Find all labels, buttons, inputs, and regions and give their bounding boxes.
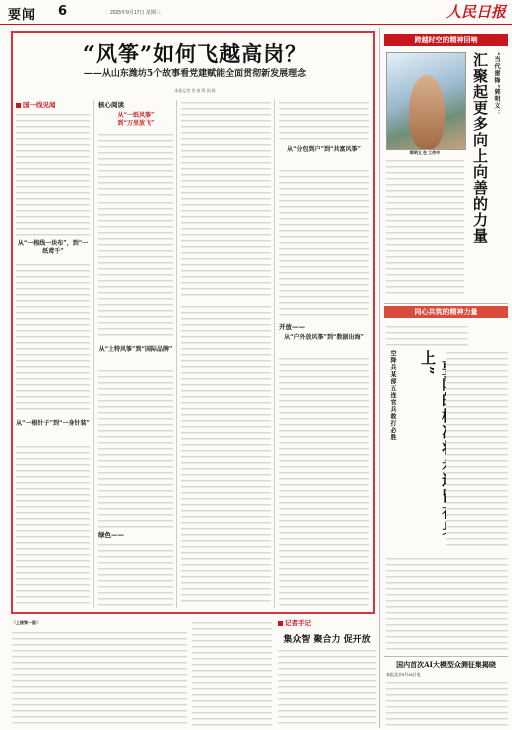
column-divider [274,100,275,608]
body-text-block [279,356,369,606]
section-name: 要闻 [8,8,37,23]
pull-quote: 从“土特风筝”到“国际品牌” [98,346,173,353]
column-heading: 国一线见闻 [16,100,56,109]
date-line: 2025年9月17日 星期三 [110,10,161,16]
body-text-block [98,368,173,528]
page-header [0,0,512,26]
body-text-block [386,680,508,726]
masthead-logo: 人民日报 [446,3,507,21]
body-text-block [386,556,508,652]
person-figure [409,75,445,149]
body-text-block [98,132,173,196]
column-heading: 绿色—— [98,531,124,539]
pull-quote: 从“一纸风筝” 到“万里放飞” [117,112,155,127]
body-text-block [278,648,376,726]
sidebar-banner: 同心共筑的精神力量 [384,306,508,318]
sidebar-subtitle: 空降兵某部五连官兵敢打必胜 [389,350,396,441]
pull-quote: 从“一根针子”到“一身针装” [16,420,90,427]
body-text-block [16,112,90,236]
photo-caption: 郭明义 在 工作中 [409,150,441,155]
column-divider [93,100,94,608]
column-divider [176,100,177,608]
header-rule [0,24,512,25]
body-text-block [279,100,369,140]
column-heading: 开放—— [279,323,305,331]
section-marker-icon [16,103,21,108]
body-text-block [386,158,464,298]
feature-byline: 本报记者 肖 家 鸣 国 栋 [174,88,216,93]
news-dateline: 本报北京9月16日电 [386,672,421,677]
sidebar-divider [384,303,508,304]
news-headline: 国内首次AI大模型众测征集揭晓 [396,660,496,669]
continued-label: （上接第一版） [12,620,40,625]
body-text-block [181,304,271,604]
section-marker-icon [278,621,283,626]
sidebar-banner: 跨越时空的精神回响 [384,34,508,46]
body-text-block [98,200,173,340]
pull-quote: 从“户外放风筝”到“数据出海” [284,334,364,341]
body-text-block [16,262,90,412]
portrait-photo [386,52,466,150]
body-text-block [16,444,90,604]
column-heading: 核心阅读 [98,101,124,109]
feature-headline: “风筝”如何飞越高岗？ [82,41,308,66]
body-text-block [181,100,271,300]
body-text-block [446,350,508,550]
pull-quote: 从“一根线一块布”，到“一纸鸢千” [17,240,89,255]
column-divider [379,28,380,728]
pull-quote: 从“分包到户”到“共富风筝” [287,146,361,153]
sidebar-vertical-headline: 汇聚起更多向上向善的力量 [471,52,489,244]
feature-subhead: ——从山东潍坊5个故事看党建赋能全面贯彻新发展理念 [83,69,307,79]
body-text-block [12,630,187,726]
body-text-block [192,620,272,726]
commentary-heading: 记者手记 [278,618,311,627]
sidebar-divider [384,656,508,657]
commentary-title: 集众智 聚合力 促开放 [283,635,371,645]
body-text-block [279,168,369,318]
body-text-block [386,324,468,348]
sidebar-vertical-headline: 上” [419,350,437,376]
series-title: “当代雷锋”郭明义： [493,52,500,117]
page-number: 6 [58,4,68,19]
body-text-block [98,542,173,608]
